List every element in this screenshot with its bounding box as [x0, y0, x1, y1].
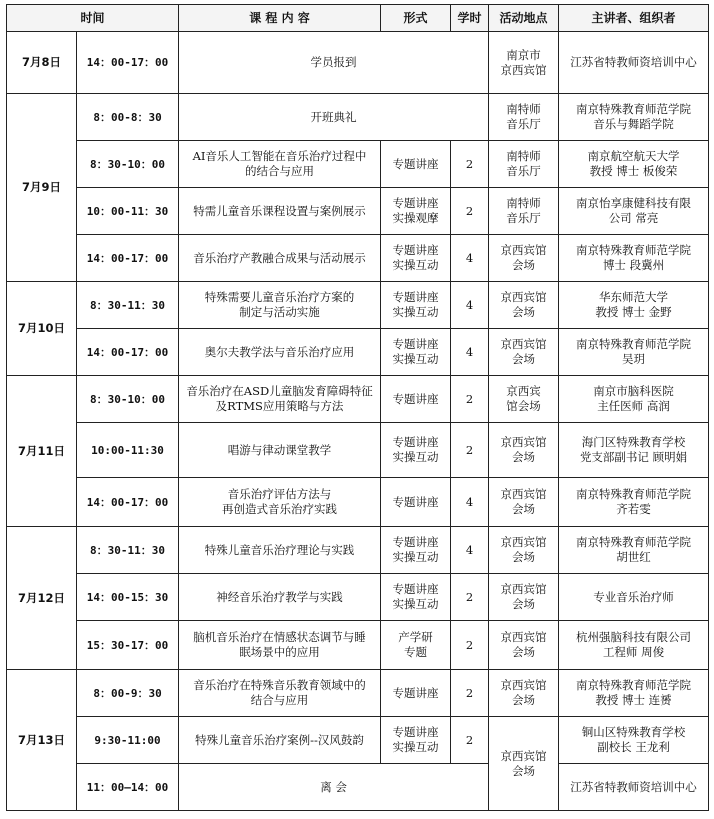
venue-cell	[489, 621, 559, 670]
cell-line: 及RTMS应用策略与方法	[215, 399, 344, 413]
hours-cell: 2	[451, 141, 489, 188]
cell-line: 主任医师 高润	[597, 399, 670, 413]
header-hours: 学时	[451, 5, 489, 32]
cell-line: 南京特殊教育师范学院	[576, 337, 692, 351]
header-time: 时间	[7, 5, 179, 32]
cell-line: 南京怡享康健科技有限	[576, 196, 692, 210]
cell-line: 京西宾馆	[500, 62, 547, 77]
cell-line: 学员报到	[310, 55, 357, 69]
venue-cell	[489, 141, 559, 188]
speaker-cell	[559, 235, 709, 282]
cell-line: 南京特殊教育师范学院	[576, 535, 692, 549]
time-cell: 14：00-17：00	[77, 478, 179, 527]
date-cell: 7月10日	[7, 282, 77, 376]
cell-line: 再创造式音乐治疗实践	[222, 502, 338, 516]
hours-cell: 4	[451, 527, 489, 574]
schedule-table	[6, 4, 709, 811]
venue-cell	[489, 478, 559, 527]
speaker-cell	[559, 282, 709, 329]
time-cell: 8：30-10：00	[77, 141, 179, 188]
cell-line: 唱游与律动课堂教学	[227, 442, 332, 457]
cell-line: 专业音乐治疗师	[593, 589, 674, 604]
venue-cell	[489, 282, 559, 329]
hours-cell: 2	[451, 670, 489, 717]
table-row	[7, 527, 709, 574]
cell-line: 博士 段冀州	[602, 258, 665, 272]
header-format: 形式	[381, 5, 451, 32]
table-row	[7, 574, 709, 621]
cell-line: 专题讲座	[392, 290, 439, 304]
cell-line: 教授 博士 金野	[595, 305, 672, 319]
cell-line: 专题讲座	[392, 156, 439, 171]
speaker-cell	[559, 94, 709, 141]
format-cell	[381, 188, 451, 235]
cell-line: 铜山区特殊教育学校	[581, 725, 686, 739]
table-row	[7, 141, 709, 188]
cell-line: 工程师 周俊	[602, 645, 665, 659]
course-cell	[179, 235, 381, 282]
date-cell: 7月11日	[7, 376, 77, 527]
cell-line: 实操互动	[392, 550, 439, 564]
cell-line: 南京市	[506, 47, 541, 62]
cell-line: 专题讲座	[392, 391, 439, 406]
format-cell	[381, 423, 451, 478]
table-row	[7, 376, 709, 423]
format-cell	[381, 670, 451, 717]
cell-line: 会场	[512, 305, 536, 319]
hours-cell: 2	[451, 717, 489, 764]
table-row	[7, 94, 709, 141]
course-cell	[179, 141, 381, 188]
cell-line: 实操互动	[392, 740, 439, 754]
header-venue: 活动地点	[489, 5, 559, 32]
hours-cell: 2	[451, 188, 489, 235]
hours-cell: 2	[451, 574, 489, 621]
speaker-cell	[559, 188, 709, 235]
speaker-cell	[559, 478, 709, 527]
cell-line: 京西宾	[506, 384, 541, 398]
course-cell	[179, 478, 381, 527]
venue-cell	[489, 94, 559, 141]
table-row	[7, 235, 709, 282]
cell-line: 音乐厅	[506, 164, 541, 178]
course-cell	[179, 574, 381, 621]
table-row	[7, 282, 709, 329]
cell-line: 胡世红	[616, 550, 651, 564]
cell-line: 党支部副书记 顾明娟	[579, 450, 688, 464]
format-cell	[381, 282, 451, 329]
speaker-cell	[559, 717, 709, 764]
cell-line: 音乐与舞蹈学院	[593, 117, 674, 131]
cell-line: 专题讲座	[392, 494, 439, 509]
table-row	[7, 670, 709, 717]
cell-line: 京西宾馆	[500, 487, 547, 501]
cell-line: 结合与应用	[250, 693, 309, 707]
cell-line: 南京特殊教育师范学院	[576, 678, 692, 692]
cell-line: 华东师范大学	[599, 290, 669, 304]
cell-line: 眠场景中的应用	[239, 645, 320, 659]
time-cell: 14：00-17：00	[77, 235, 179, 282]
cell-line: 音乐治疗产教融合成果与活动展示	[193, 250, 366, 265]
speaker-cell	[559, 423, 709, 478]
venue-cell	[489, 329, 559, 376]
venue-cell	[489, 574, 559, 621]
table-row	[7, 32, 709, 94]
cell-line: 实操互动	[392, 258, 439, 272]
cell-line: 离 会	[320, 779, 347, 794]
table-row	[7, 717, 709, 764]
cell-line: 专题	[404, 645, 428, 659]
table-row	[7, 329, 709, 376]
cell-line: 实操互动	[392, 450, 439, 464]
cell-line: 南京特殊教育师范学院	[576, 243, 692, 257]
date-cell: 7月13日	[7, 670, 77, 811]
time-cell: 10：00-11：30	[77, 188, 179, 235]
schedule-page	[6, 4, 709, 811]
cell-line: 专题讲座	[392, 243, 439, 257]
cell-line: 专题讲座	[392, 435, 439, 449]
time-cell: 8：00-9：30	[77, 670, 179, 717]
speaker-cell	[559, 764, 709, 811]
cell-line: 实操互动	[392, 352, 439, 366]
cell-line: 专题讲座	[392, 685, 439, 700]
venue-cell	[489, 188, 559, 235]
cell-line: 京西宾馆	[500, 435, 547, 449]
format-cell	[381, 329, 451, 376]
time-cell: 14：00-17：00	[77, 329, 179, 376]
hours-cell: 4	[451, 478, 489, 527]
header-course: 课 程 内 容	[179, 5, 381, 32]
cell-line: 脑机音乐治疗在情感状态调节与睡	[193, 630, 366, 644]
format-cell	[381, 527, 451, 574]
cell-line: 实操互动	[392, 305, 439, 319]
cell-line: 公司 常亮	[608, 211, 659, 225]
hours-cell: 2	[451, 376, 489, 423]
format-cell	[381, 717, 451, 764]
cell-line: 奥尔夫教学法与音乐治疗应用	[204, 344, 355, 359]
speaker-cell	[559, 574, 709, 621]
table-row	[7, 764, 709, 811]
date-cell: 7月9日	[7, 94, 77, 282]
cell-line: 特需儿童音乐课程设置与案例展示	[193, 203, 366, 218]
venue-cell	[489, 423, 559, 478]
time-cell: 8：30-11：30	[77, 282, 179, 329]
header-speaker: 主讲者、组织者	[559, 5, 709, 32]
cell-line: 特殊儿童音乐治疗理论与实践	[204, 542, 355, 557]
cell-line: 音乐厅	[506, 117, 541, 131]
table-row	[7, 188, 709, 235]
cell-line: 江苏省特教师资培训中心	[570, 55, 697, 69]
cell-line: 南特师	[506, 102, 541, 116]
cell-line: 会场	[512, 450, 536, 464]
hours-cell: 4	[451, 235, 489, 282]
cell-line: 副校长 王龙利	[597, 740, 670, 754]
cell-line: 杭州强脑科技有限公司	[576, 630, 692, 644]
table-row	[7, 478, 709, 527]
cell-line: 专题讲座	[392, 582, 439, 596]
venue-cell	[489, 235, 559, 282]
time-cell: 8：30-11：30	[77, 527, 179, 574]
cell-line: 京西宾馆	[500, 290, 547, 304]
cell-line: AI音乐人工智能在音乐治疗过程中	[192, 149, 367, 163]
cell-line: 专题讲座	[392, 196, 439, 210]
cell-line: 专题讲座	[392, 535, 439, 549]
table-row	[7, 621, 709, 670]
cell-line: 会场	[512, 550, 536, 564]
hours-cell: 4	[451, 282, 489, 329]
speaker-cell	[559, 670, 709, 717]
venue-cell	[489, 376, 559, 423]
cell-line: 南京特殊教育师范学院	[576, 487, 692, 501]
time-cell: 14：00-15：30	[77, 574, 179, 621]
cell-line: 专题讲座	[392, 725, 439, 739]
cell-line: 会场	[512, 597, 536, 611]
time-cell: 15：30-17：00	[77, 621, 179, 670]
cell-line: 实操互动	[392, 597, 439, 611]
time-cell: 11：00—14：00	[77, 764, 179, 811]
format-cell	[381, 621, 451, 670]
cell-line: 会场	[512, 352, 536, 366]
hours-cell: 2	[451, 621, 489, 670]
speaker-cell	[559, 329, 709, 376]
venue-cell	[489, 527, 559, 574]
course-cell	[179, 329, 381, 376]
cell-line: 齐若雯	[616, 502, 651, 516]
time-cell: 8：00-8：30	[77, 94, 179, 141]
course-cell	[179, 94, 489, 141]
speaker-cell	[559, 32, 709, 94]
cell-line: 产学研	[398, 630, 433, 644]
format-cell	[381, 376, 451, 423]
header-row	[7, 5, 709, 32]
time-cell: 9:30-11:00	[77, 717, 179, 764]
cell-line: 南特师	[506, 196, 541, 210]
venue-cell	[489, 717, 559, 811]
course-cell	[179, 717, 381, 764]
cell-line: 开班典礼	[310, 109, 357, 124]
cell-line: 音乐治疗在特殊音乐教育领域中的	[193, 678, 366, 692]
speaker-cell	[559, 376, 709, 423]
cell-line: 音乐厅	[506, 211, 541, 225]
course-cell	[179, 376, 381, 423]
course-cell	[179, 670, 381, 717]
cell-line: 江苏省特教师资培训中心	[570, 779, 697, 794]
cell-line: 海门区特殊教育学校	[581, 435, 686, 449]
cell-line: 神经音乐治疗教学与实践	[216, 589, 343, 604]
cell-line: 音乐治疗评估方法与	[227, 487, 332, 501]
cell-line: 会场	[512, 645, 536, 659]
course-cell	[179, 188, 381, 235]
cell-line: 专题讲座	[392, 337, 439, 351]
speaker-cell	[559, 527, 709, 574]
format-cell	[381, 141, 451, 188]
cell-line: 京西宾馆	[500, 582, 547, 596]
cell-line: 京西宾馆	[500, 337, 547, 351]
time-cell: 10:00-11:30	[77, 423, 179, 478]
cell-line: 的结合与应用	[245, 164, 315, 178]
time-cell: 14：00-17：00	[77, 32, 179, 94]
cell-line: 实操观摩	[392, 211, 439, 225]
speaker-cell	[559, 621, 709, 670]
cell-line: 京西宾馆	[500, 243, 547, 257]
cell-line: 特殊需要儿童音乐治疗方案的	[204, 290, 355, 304]
date-cell: 7月12日	[7, 527, 77, 670]
cell-line: 特殊儿童音乐治疗案例--汉风鼓韵	[195, 732, 364, 747]
cell-line: 京西宾馆	[500, 535, 547, 549]
cell-line: 吴玥	[622, 352, 646, 366]
format-cell	[381, 478, 451, 527]
hours-cell: 4	[451, 329, 489, 376]
cell-line: 京西宾馆	[500, 630, 547, 644]
course-cell	[179, 764, 489, 811]
date-cell: 7月8日	[7, 32, 77, 94]
venue-cell	[489, 32, 559, 94]
cell-line: 会场	[512, 693, 536, 707]
cell-line: 南京航空航天大学	[587, 149, 680, 163]
cell-line: 音乐治疗在ASD儿童脑发育障碍特征	[186, 384, 373, 398]
cell-line: 南京特殊教育师范学院	[576, 102, 692, 116]
cell-line: 教授 博士 板俊荣	[589, 164, 678, 178]
cell-line: 南特师	[506, 149, 541, 163]
cell-line: 京西宾馆	[500, 748, 547, 763]
cell-line: 教授 博士 连赟	[595, 693, 672, 707]
cell-line: 南京市脑科医院	[593, 384, 674, 398]
cell-line: 会场	[512, 258, 536, 272]
cell-line: 制定与活动实施	[239, 305, 320, 319]
cell-line: 会场	[512, 763, 536, 778]
course-cell	[179, 282, 381, 329]
cell-line: 会场	[512, 502, 536, 516]
format-cell	[381, 235, 451, 282]
hours-cell: 2	[451, 423, 489, 478]
table-row	[7, 423, 709, 478]
course-cell	[179, 527, 381, 574]
course-cell	[179, 423, 381, 478]
time-cell: 8：30-10：00	[77, 376, 179, 423]
speaker-cell	[559, 141, 709, 188]
venue-cell	[489, 670, 559, 717]
course-cell	[179, 32, 489, 94]
course-cell	[179, 621, 381, 670]
cell-line: 馆会场	[506, 399, 541, 413]
cell-line: 京西宾馆	[500, 678, 547, 692]
format-cell	[381, 574, 451, 621]
